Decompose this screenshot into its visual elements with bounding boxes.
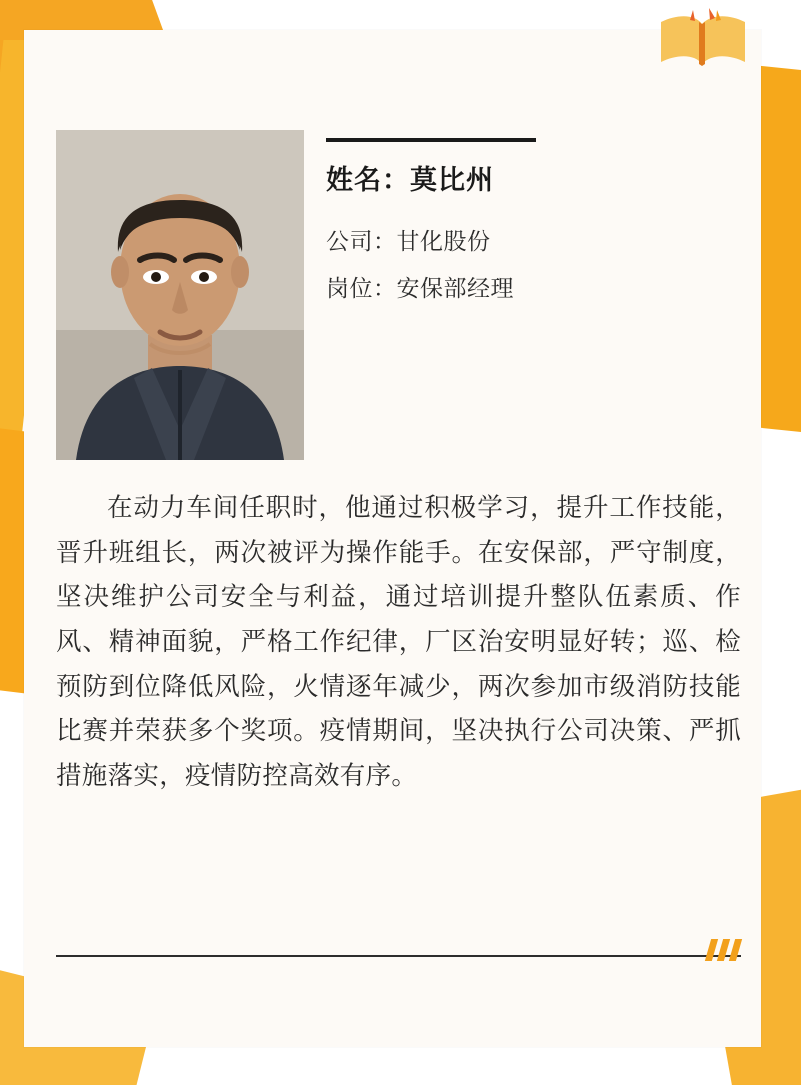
profile-position: 岗位：安保部经理 — [326, 275, 514, 301]
name-underline — [326, 138, 536, 142]
profile-name: 姓名：莫比州 — [326, 165, 494, 195]
profile-company: 公司：甘化股份 — [326, 228, 491, 254]
portrait-photo — [56, 130, 304, 460]
profile-info — [326, 130, 741, 317]
open-book-icon — [657, 8, 749, 70]
profile-header-row — [56, 130, 741, 460]
profile-description: 在动力车间任职时，他通过积极学习，提升工作技能，晋升班组长，两次被评为操作能手。在安保部，严守制度，坚决维护公司安全与利益，通过培训提升整队伍素质、作风、精神面貌，严格工作纪律，厂区治安明显好转；巡、检预防到位降低风险，火情逐年减少，两次参加市级消防技能比赛并荣获多个奖项。疫情期间，坚决执行公司决策、严抓措施落实，疫情防控高效有序。 — [56, 494, 741, 790]
profile-content — [56, 130, 741, 798]
footer-divider — [56, 955, 741, 957]
footer-mark-2 — [717, 939, 730, 961]
footer-accent-marks — [705, 939, 742, 961]
